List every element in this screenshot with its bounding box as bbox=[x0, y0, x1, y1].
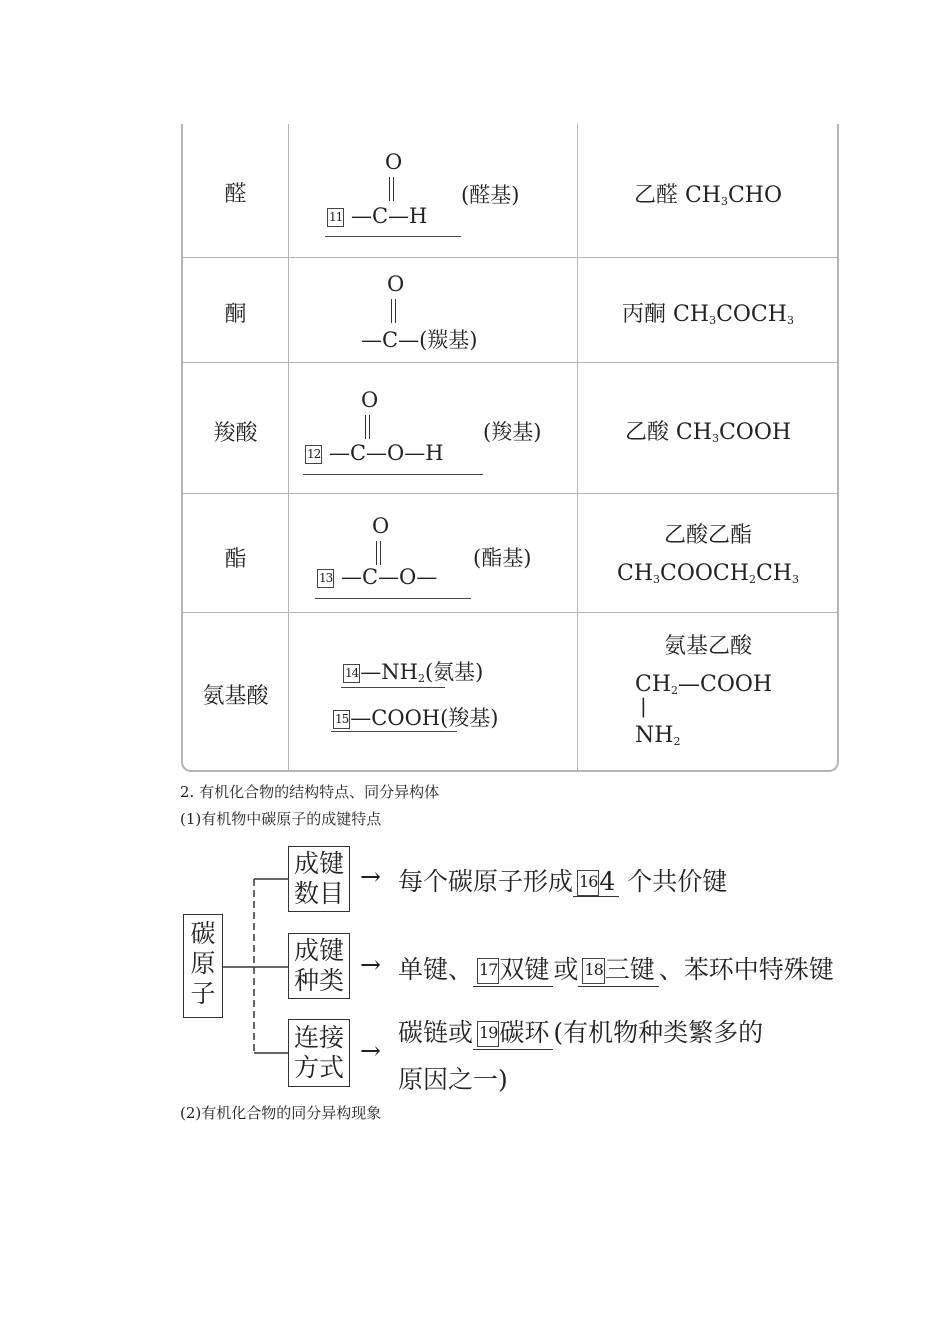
example-text: CH bbox=[755, 561, 792, 586]
group-name: (羧基) bbox=[440, 706, 499, 730]
example-text: NH bbox=[635, 723, 674, 748]
example-name: 氨基乙酸 bbox=[663, 634, 752, 659]
box-label: 成键 bbox=[293, 936, 344, 965]
blank-number: 17 bbox=[477, 958, 499, 984]
blank-number: 12 bbox=[305, 445, 322, 464]
single-bond: | bbox=[640, 694, 647, 718]
answer-blank bbox=[473, 1013, 553, 1050]
box-label: 连接 bbox=[293, 1023, 344, 1052]
text: 碳链或 bbox=[398, 1018, 474, 1047]
subsection-heading: (1)有机物中碳原子的成键特点 bbox=[180, 810, 382, 828]
example-text: 丙酮 CH bbox=[622, 302, 710, 327]
text: 每个碳原子形成 bbox=[398, 867, 574, 896]
answer: 双键 bbox=[499, 955, 550, 984]
subscript: 3 bbox=[653, 573, 661, 586]
text: 或 bbox=[553, 955, 579, 984]
class-name: 氨基酸 bbox=[202, 684, 269, 709]
class-name: 醛 bbox=[224, 182, 247, 207]
oxygen-atom: O bbox=[361, 388, 379, 412]
example-text: CHO bbox=[727, 183, 783, 208]
connection-box bbox=[288, 1019, 350, 1087]
text: 个共价键 bbox=[619, 867, 728, 896]
group-formula: —COOH bbox=[350, 706, 441, 730]
group-name: (酯基) bbox=[473, 546, 532, 570]
box-label: 成键 bbox=[293, 849, 344, 878]
box-label: 数目 bbox=[293, 879, 344, 908]
group-formula: —NH bbox=[360, 660, 418, 684]
example-text: COCH bbox=[716, 302, 787, 327]
subscript: 3 bbox=[786, 314, 794, 327]
class-name: 酯 bbox=[224, 547, 247, 572]
bond-count-box bbox=[288, 846, 350, 912]
root-char: 原 bbox=[190, 949, 216, 978]
blank-number: 18 bbox=[582, 958, 604, 984]
subscript: 3 bbox=[792, 573, 799, 586]
arrow-icon: → bbox=[360, 950, 381, 979]
subscript: 3 bbox=[720, 195, 728, 208]
oxygen-atom: O bbox=[387, 272, 405, 296]
class-name: 羧酸 bbox=[213, 421, 258, 446]
group-name: (羰基) bbox=[419, 328, 478, 352]
oxygen-atom: O bbox=[385, 150, 403, 174]
oxygen-atom: O bbox=[372, 514, 390, 538]
group-name: (氨基) bbox=[424, 660, 484, 684]
subscript: 2 bbox=[673, 735, 681, 748]
subscript: 3 bbox=[709, 314, 717, 327]
connection-text bbox=[398, 1013, 763, 1050]
subsection-heading: (2)有机化合物的同分异构现象 bbox=[180, 1104, 382, 1122]
root-char: 子 bbox=[190, 979, 216, 1008]
root-box bbox=[183, 914, 223, 1018]
answer-blank bbox=[578, 950, 658, 987]
answer: 4 bbox=[599, 867, 616, 896]
blank-number: 15 bbox=[333, 710, 350, 729]
example-text: 乙酸 CH bbox=[624, 420, 712, 445]
arrow-icon: → bbox=[360, 862, 381, 891]
subscript: 3 bbox=[711, 432, 719, 445]
group-formula: —C—O— bbox=[340, 565, 438, 589]
example-text: COOH bbox=[718, 420, 792, 445]
bond-type-text bbox=[398, 950, 834, 987]
blank-number: 19 bbox=[477, 1021, 499, 1047]
answer-blank bbox=[473, 950, 553, 987]
example-text: COOCH bbox=[660, 561, 749, 586]
bond-count-text bbox=[398, 862, 727, 898]
group-formula: —C—H bbox=[350, 204, 428, 228]
blank-number: 16 bbox=[577, 870, 599, 896]
group-name: (羧基) bbox=[483, 420, 542, 444]
group-formula: —C— bbox=[361, 328, 420, 352]
box-label: 种类 bbox=[293, 966, 344, 995]
subscript: 2 bbox=[748, 573, 756, 586]
arrow-icon: → bbox=[360, 1036, 381, 1065]
subscript: 2 bbox=[671, 684, 679, 697]
blank-number: 13 bbox=[317, 569, 334, 588]
bond-type-box bbox=[288, 933, 350, 999]
root-char: 碳 bbox=[190, 919, 216, 948]
blank-number: 14 bbox=[343, 664, 360, 683]
answer: 碳环 bbox=[499, 1018, 550, 1047]
example-name: 乙酸乙酯 bbox=[663, 523, 752, 548]
example-text: 乙醛 CH bbox=[633, 183, 721, 208]
group-formula: —C—O—H bbox=[328, 441, 444, 465]
connection-text-line2: 原因之一) bbox=[398, 1065, 508, 1094]
blank-number: 11 bbox=[327, 208, 344, 227]
text: 、苯环中特殊键 bbox=[658, 955, 834, 984]
section-heading: 2. 有机化合物的结构特点、同分异构体 bbox=[180, 783, 440, 801]
example-text: CH bbox=[617, 561, 654, 586]
answer: 三键 bbox=[604, 955, 655, 984]
answer-blank bbox=[573, 867, 619, 897]
text: (有机物种类繁多的 bbox=[553, 1018, 764, 1047]
example-text: —COOH bbox=[678, 672, 773, 697]
text: 单键、 bbox=[398, 955, 474, 984]
example-text: CH bbox=[635, 672, 672, 697]
subscript: 2 bbox=[417, 672, 425, 685]
group-name: (醛基) bbox=[461, 183, 520, 207]
box-label: 方式 bbox=[293, 1053, 344, 1082]
class-name: 酮 bbox=[224, 302, 247, 327]
